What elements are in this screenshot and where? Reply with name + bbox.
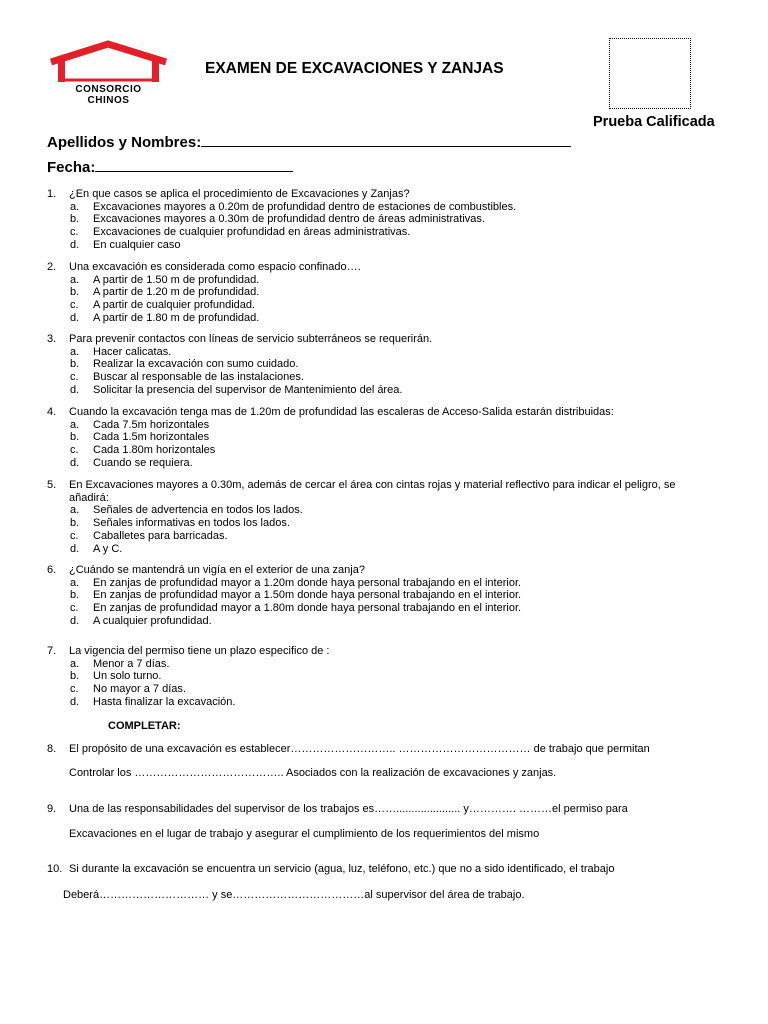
option-letter: d. (70, 456, 80, 469)
option-text: Excavaciones mayores a 0.30m de profundidad dentro de áreas administrativas. (93, 213, 485, 226)
option-letter: b. (70, 213, 80, 226)
completar-heading: COMPLETAR: (108, 720, 181, 732)
option-text: Cada 1.80m horizontales (93, 444, 216, 457)
option-text: En cualquier caso (93, 238, 181, 251)
option-text: Buscar al responsable de las instalaciones. (93, 371, 304, 384)
option-text: Cuando se requiera. (93, 456, 193, 469)
question-10-line1: Si durante la excavación se encuentra un servicio (agua, luz, teléfono, etc.) que no a sido identificado, el trabajo (69, 863, 615, 875)
option-letter: c. (70, 371, 79, 384)
question-number: 4. (47, 406, 57, 418)
option-letter: a. (70, 418, 80, 431)
question-number: 6. (47, 564, 57, 576)
consorcio-chinos-logo (46, 40, 171, 106)
question-text: Una excavación es considerada como espacio confinado…. (69, 261, 361, 273)
option-text: Cada 7.5m horizontales (93, 418, 210, 431)
grade-box (609, 38, 691, 109)
option-text: A partir de 1.50 m de profundidad. (93, 273, 260, 286)
question-10-line2: Deberá………………………… y se………………………………al supervisor del área de trabajo. (63, 889, 525, 901)
option-letter: b. (70, 286, 80, 299)
question-number: 7. (47, 645, 57, 657)
question-text: ¿En que casos se aplica el procedimiento de Excavaciones y Zanjas? (69, 188, 410, 200)
option-letter: a. (70, 504, 80, 517)
option-text: En zanjas de profundidad mayor a 1.80m donde haya personal trabajando en el interior. (93, 602, 522, 615)
option-text: Excavaciones de cualquier profundidad en áreas administrativas. (93, 226, 411, 239)
question-9-line1: Una de las responsabilidades del supervisor de los trabajos es……..................... y…………. ………el permiso para (69, 803, 628, 815)
option-letter: a. (70, 576, 80, 589)
option-letter: d. (70, 542, 80, 555)
exam-title: EXAMEN DE EXCAVACIONES Y ZANJAS (205, 60, 504, 77)
option-text: A cualquier profundidad. (93, 614, 212, 627)
option-text: A partir de 1.20 m de profundidad. (93, 286, 260, 299)
option-text: Señales de advertencia en todos los lados. (93, 504, 303, 517)
option-text: Excavaciones mayores a 0.20m de profundidad dentro de estaciones de combustibles. (93, 200, 517, 213)
option-letter: c. (70, 683, 79, 696)
option-letter: c. (70, 226, 79, 239)
option-letter: b. (70, 431, 80, 444)
option-letter: b. (70, 517, 80, 530)
option-text: Caballetes para barricadas. (93, 529, 228, 542)
question-text: La vigencia del permiso tiene un plazo especifico de : (69, 645, 330, 657)
option-letter: a. (70, 345, 80, 358)
option-letter: d. (70, 238, 80, 251)
option-letter: c. (70, 444, 79, 457)
question-number: 5. (47, 479, 57, 491)
option-text: A y C. (93, 542, 123, 555)
option-letter: a. (70, 273, 80, 286)
date-field (47, 157, 293, 176)
option-text: A partir de 1.80 m de profundidad. (93, 311, 260, 324)
option-text: Cada 1.5m horizontales (93, 431, 210, 444)
option-text: A partir de cualquier profundidad. (93, 299, 256, 312)
option-letter: a. (70, 657, 80, 670)
option-letter: b. (70, 358, 80, 371)
question-text: ¿Cuándo se mantendrá un vigía en el exterior de una zanja? (69, 564, 365, 576)
option-letter: c. (70, 529, 79, 542)
name-input-line[interactable] (201, 132, 571, 147)
question-number: 2. (47, 261, 57, 273)
option-text: Menor a 7 días. (93, 657, 170, 670)
question-text: Para prevenir contactos con líneas de servicio subterráneos se requerirán. (69, 333, 433, 345)
house-roof-icon (46, 40, 171, 85)
name-field (47, 132, 571, 151)
option-text: Un solo turno. (93, 670, 162, 683)
option-letter: a. (70, 200, 80, 213)
option-text: Solicitar la presencia del supervisor de Mantenimiento del área. (93, 383, 403, 396)
option-letter: b. (70, 589, 80, 602)
option-letter: d. (70, 383, 80, 396)
question-number: 1. (47, 188, 57, 200)
option-letter: d. (70, 695, 80, 708)
option-text: Hacer calicatas. (93, 345, 172, 358)
question-8-line2: Controlar los ………………………………….. Asociados con la realización de excavaciones y zanjas. (69, 767, 557, 779)
date-label: Fecha: (47, 159, 96, 176)
question-9-number: 9. (47, 803, 57, 815)
option-text: En zanjas de profundidad mayor a 1.50m donde haya personal trabajando en el interior. (93, 589, 522, 602)
question-9-line2: Excavaciones en el lugar de trabajo y asegurar el cumplimiento de los requerimientos del mismo (69, 828, 540, 840)
option-text: Señales informativas en todos los lados. (93, 517, 290, 530)
logo-text-line1: CONSORCIO (75, 84, 142, 95)
grade-label: Prueba Calificada (593, 114, 715, 130)
option-text: En zanjas de profundidad mayor a 1.20m donde haya personal trabajando en el interior. (93, 576, 522, 589)
option-text: Realizar la excavación con sumo cuidado. (93, 358, 299, 371)
option-text: No mayor a 7 días. (93, 683, 186, 696)
logo-text-line2: CHINOS (87, 95, 130, 106)
name-label: Apellidos y Nombres: (47, 134, 202, 151)
question-10-number: 10. (47, 863, 63, 875)
option-letter: b. (70, 670, 80, 683)
option-letter: d. (70, 311, 80, 324)
option-letter: c. (70, 602, 79, 615)
question-text: En Excavaciones mayores a 0.30m, además de cercar el área con cintas rojas y material reflectivo para indicar el peligro, se añadirá: (69, 479, 676, 504)
question-8-line1: El propósito de una excavación es establecer……………………….. ……………………………… de trabajo que permitan (69, 743, 650, 755)
option-text: Hasta finalizar la excavación. (93, 695, 236, 708)
question-text: Cuando la excavación tenga mas de 1.20m de profundidad las escaleras de Acceso-Salida estarán distribuidas: (69, 406, 614, 418)
question-number: 3. (47, 333, 57, 345)
date-input-line[interactable] (95, 157, 293, 172)
option-letter: d. (70, 614, 80, 627)
option-letter: c. (70, 299, 79, 312)
question-8-number: 8. (47, 743, 57, 755)
